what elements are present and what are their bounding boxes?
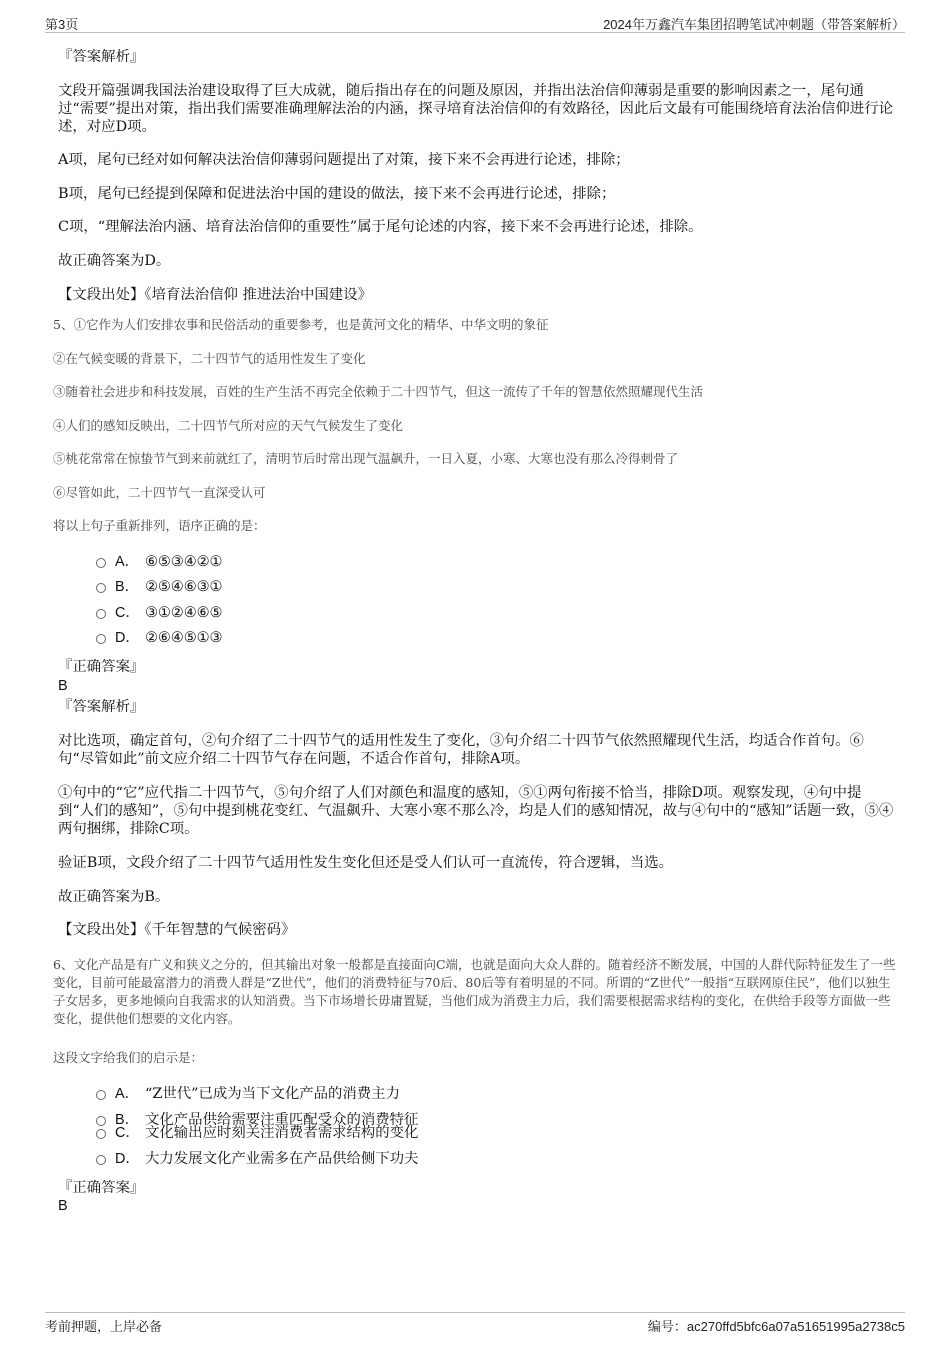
q5-analysis-paragraph: ①句中的“它”应代指二十四节气，⑤句介绍了人们对颜色和温度的感知，⑤①两句衔接不恰当，排除D项。观察发现，④句中提到“人们的感知”，⑤句中提到桃花变红、气温飙升、大寒小寒不那么冷，均是人们的感知情况，故与④句中的“感知”话题一致，⑤④两句捆绑，排除C项。 [58,785,894,837]
page-number: 第3页 [45,17,79,32]
q5-analysis-heading: 『答案解析』 [58,699,145,715]
q6-option-d[interactable]: D． 大力发展文化产业需多在产品供给侧下功夫 [96,1150,418,1168]
q5-option-a[interactable]: A． ⑥⑤③④②① [96,553,222,571]
document-title: 2024年万鑫汽车集团招聘笔试冲刺题（带答案解析） [603,17,905,32]
q6-answer-heading: 『正确答案』 [58,1180,145,1196]
q5-prompt: 将以上句子重新排列，语序正确的是： [53,518,266,533]
q5-sentence: ⑥尽管如此，二十四节气一直深受认可 [53,485,266,500]
q6-stem: 6、文化产品是有广义和狭义之分的，但其输出对象一般都是直接面向C端，也就是面向大众人群的。随着经济不断发展，中国的人群代际特征发生了一些变化，目前可能最富潜力的消费人群是“Z世代”，他们的消费特征与70后、80后等有着明显的不同。所谓的“Z世代”一般指“互联网原住民”，他们以独生子女居多，更多地倾向自我需求的认知消费。当下市场增长毋庸置疑，当他们成为消费主力后，我们需要根据需求结构的变化，在供给手段等方面做一些变化，提供他们想要的文化内容。 [53,957,896,1026]
radio-icon[interactable] [96,634,106,644]
radio-icon[interactable] [96,558,106,568]
q4-analysis-paragraph: A项，尾句已经对如何解决法治信仰薄弱问题提出了对策，接下来不会再进行论述，排除； [58,152,630,168]
q5-sentence: ②在气候变暖的背景下，二十四节气的适用性发生了变化 [53,351,366,366]
q5-conclusion: 故正确答案为B。 [58,889,170,905]
q5-option-c[interactable]: C． ③①②④⑥⑤ [96,604,222,622]
q5-sentence: ③随着社会进步和科技发展，百姓的生产生活不再完全依赖于二十四节气，但这一流传了千年的智慧依然照耀现代生活 [53,384,704,399]
q5-option-d[interactable]: D． ②⑥④⑤①③ [96,629,222,647]
radio-icon[interactable] [96,1090,106,1100]
q4-analysis-paragraph: B项，尾句已经提到保障和促进法治中国的建设的做法，接下来不会再进行论述，排除； [58,186,616,202]
q4-analysis-heading: 『答案解析』 [58,49,145,65]
q6-prompt: 这段文字给我们的启示是： [53,1050,204,1065]
q4-source: 【文段出处】《培育法治信仰 推进法治中国建设》 [58,287,372,303]
q4-analysis-paragraph: 文段开篇强调我国法治建设取得了巨大成就，随后指出存在的问题及原因，并指出法治信仰薄弱是重要的影响因素之一，尾句通过“需要”提出对策，指出我们需要准确理解法治的内涵，探寻培育法治信仰的有效路径，因此后文最有可能围绕培育法治信仰进行论述，对应D项。 [58,83,893,135]
q5-answer-heading: 『正确答案』 [58,659,145,675]
radio-icon[interactable] [96,609,106,619]
q5-analysis-paragraph: 对比选项，确定首句，②句介绍了二十四节气的适用性发生了变化，③句介绍二十四节气依然照耀现代生活，均适合作首句。⑥句“尽管如此”前文应介绍二十四节气存在问题，不适合作首句，排除A项。 [58,733,864,767]
q5-source: 【文段出处】《千年智慧的气候密码》 [58,922,296,938]
q5-sentence: 5、①它作为人们安排农事和民俗活动的重要参考，也是黄河文化的精华、中华文明的象征 [53,317,549,332]
q6-answer: B [58,1198,68,1214]
q4-conclusion: 故正确答案为D。 [58,253,171,269]
radio-icon[interactable] [96,1155,106,1165]
q6-option-b[interactable]: B． 文化产品供给需要注重匹配受众的消费特征 [96,1111,418,1129]
radio-icon[interactable] [96,1129,106,1139]
q4-analysis-paragraph: C项，“理解法治内涵、培育法治信仰的重要性”属于尾句论述的内容，接下来不会再进行论述，排除。 [58,219,703,235]
q6-option-c[interactable]: C． 文化输出应时刻关注消费者需求结构的变化 [96,1124,418,1142]
q5-option-b[interactable]: B． ②⑤④⑥③① [96,578,222,596]
radio-icon[interactable] [96,583,106,593]
page-header [45,12,905,33]
document-code: 编号：ac270ffd5bfc6a07a51651995a2738c5 [647,1319,905,1334]
page-footer [45,1312,905,1336]
q5-sentence: ⑤桃花常常在惊蛰节气到来前就红了，清明节后时常出现气温飙升，一日入夏，小寒、大寒也没有那么冷得刺骨了 [53,451,679,466]
q6-option-a[interactable]: A． “Z世代”已成为当下文化产品的消费主力 [96,1085,400,1103]
q5-analysis-paragraph: 验证B项，文段介绍了二十四节气适用性发生变化但还是受人们认可一直流传，符合逻辑，当选。 [58,855,673,871]
q5-sentence: ④人们的感知反映出，二十四节气所对应的天气气候发生了变化 [53,418,404,433]
footer-slogan: 考前押题，上岸必备 [45,1320,163,1335]
q5-answer: B [58,678,68,694]
